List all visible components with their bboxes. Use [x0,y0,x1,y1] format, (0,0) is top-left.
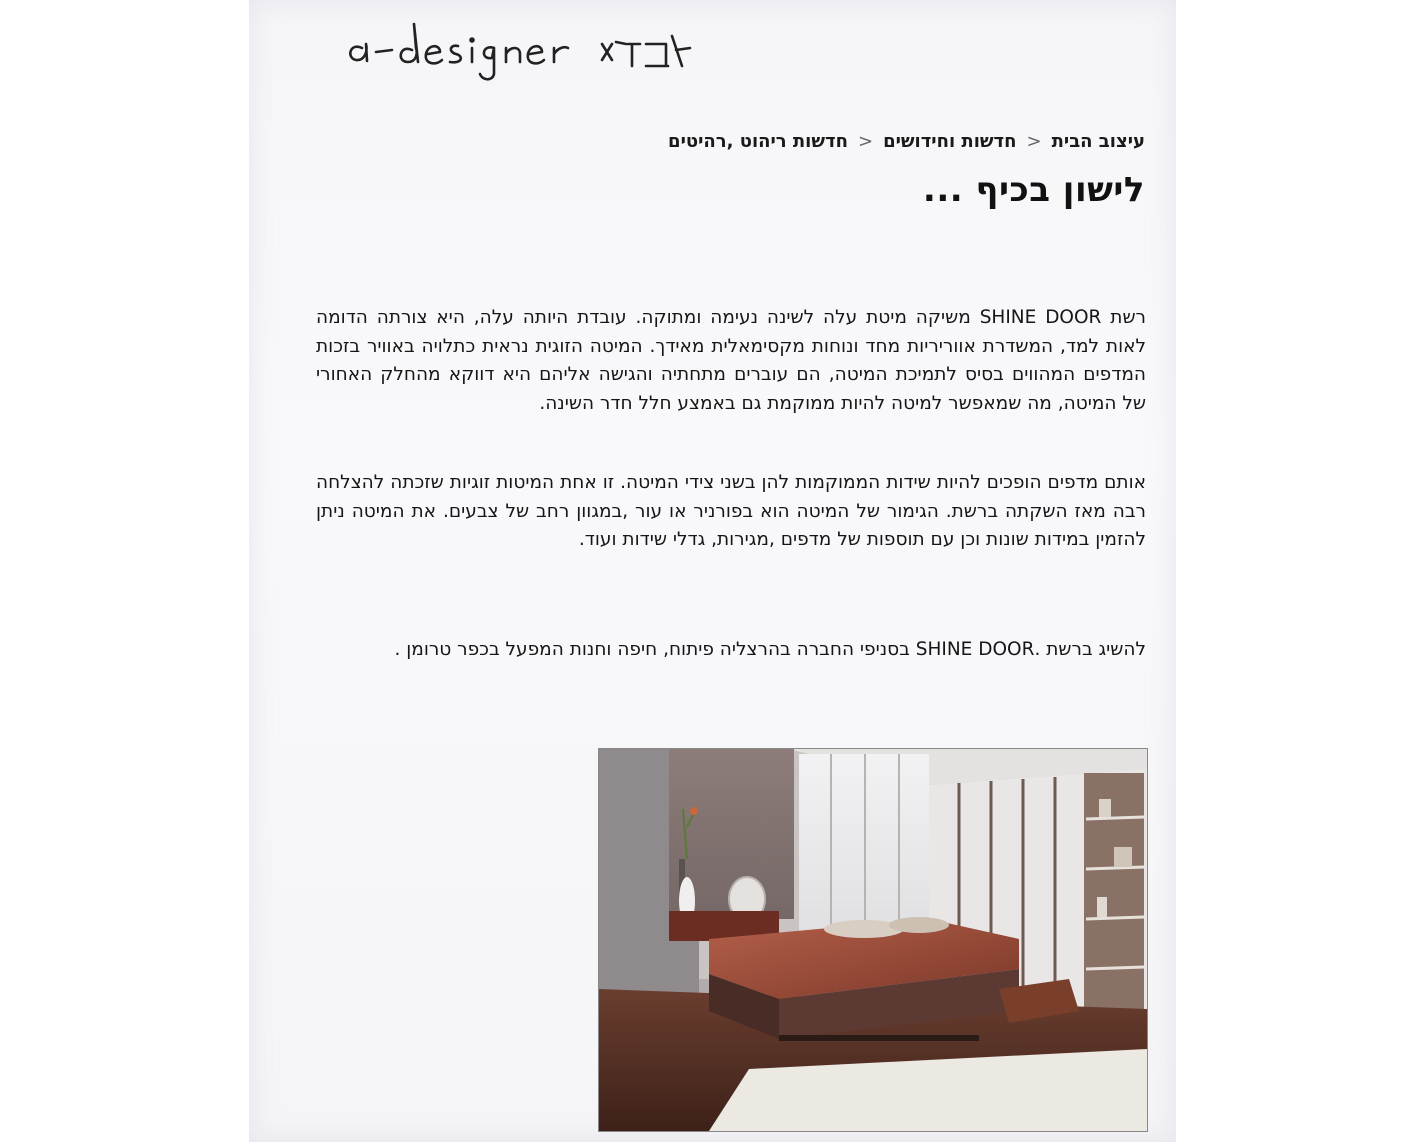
breadcrumb-separator: < [857,131,874,152]
article-paragraph-3: להשיג ברשת .SHINE DOOR בסניפי החברה בהרצליה פיתוח, חיפה וחנות המפעל בכפר טרומן . [394,639,1146,660]
breadcrumb-separator: < [1026,131,1042,152]
article-paragraph-2: אותם מדפים הופכים להיות שידות הממוקמות להן בשני צידי המיטה. זו אחת המיטות זוגיות שזכתה להצלחה רבה מאז השקתה ברשת. הגימור של המיטה הוא בפורניר או עור ,במגוון רחב של צבעים. את המיטה ניתן להזמין במידות שונות וכן עם תוספות של מדפים ,מגירות, גדלי שידות ועוד. [316,472,1146,550]
handwritten-signature [340,14,700,84]
breadcrumb-item-home-design[interactable]: עיצוב הבית [1051,131,1145,152]
breadcrumb-item-news[interactable]: חדשות וחידושים [883,131,1017,152]
article-title: לישון בכיף ... [922,170,1145,210]
breadcrumb-item-furniture-news[interactable]: חדשות ריהוט ,רהיטים [668,131,848,152]
breadcrumb [668,131,1145,152]
bedroom-photo [598,748,1148,1132]
article-paragraph-1: רשת SHINE DOOR משיקה מיטת עלה לשינה נעימה ומתוקה. עובדת היותה עלה, היא צורתה הדומה לאות למד, המשדרת אווריריות מחד ונוחות מקסימאלית מאידך. המיטה הזוגית נראית כתלויה באוויר בזכות המדפים המהווים בסיס לתמיכת המיטה, הם עוברים מתחתיה והגישה אליהם היא דווקא מהחלק האחורי של המיטה, מה שמאפשר למיטה להיות ממוקמת גם באמצע חלל חדר השינה. [316,307,1146,414]
